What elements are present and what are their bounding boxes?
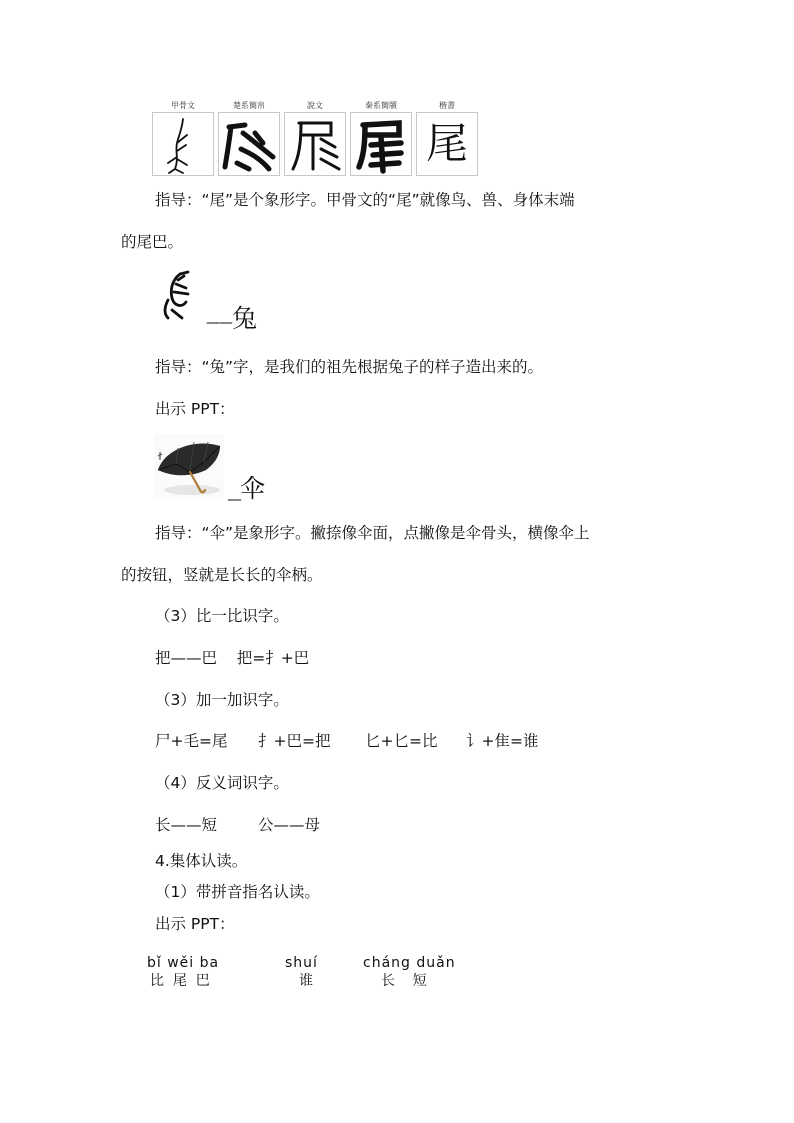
show-ppt-1: 出示 PPT：: [155, 400, 235, 418]
script-evolution-strip: [152, 100, 476, 176]
pinyin-word-changduan: cháng duǎn: [363, 955, 456, 971]
script-label: 甲骨文: [171, 101, 195, 110]
script-label: 楚系簡帛: [233, 101, 265, 110]
hanzi-word-shui: 谁: [299, 973, 313, 989]
wei-guide-line-1: 指导：“尾”是个象形字。甲骨文的“尾”就像鸟、兽、身体末端: [155, 191, 575, 209]
script-cell-oracle: [152, 100, 214, 176]
antonym-item: 长——短: [155, 816, 218, 834]
rabbit-ancient-glyph: [158, 270, 194, 322]
san-dash: __: [228, 485, 240, 501]
rabbit-glyph-drawing: [158, 270, 194, 322]
section-4-sub: （1）带拼音指名认读。: [155, 883, 320, 901]
chu-bamboo-glyph: [218, 112, 280, 176]
script-cell-kaishu: [416, 100, 478, 176]
compare-heading: （3）比一比识字。: [155, 607, 289, 625]
script-cell-qin: [350, 100, 412, 176]
oracle-bone-glyph: [152, 112, 214, 176]
wei-guide-line-2: 的尾巴。: [121, 233, 184, 251]
kaishu-glyph: 尾: [425, 119, 468, 168]
tu-dash: ——: [206, 315, 232, 331]
script-label: 說文: [307, 101, 323, 110]
san-guide-line-1: 指导：“伞”是象形字。撇捺像伞面，点撇像是伞骨头，横像伞上: [155, 524, 590, 542]
script-label: 楷書: [439, 101, 455, 110]
kaishu-glyph-box: [416, 112, 478, 176]
umbrella-icon: [154, 434, 224, 500]
script-cell-chu: [218, 100, 280, 176]
tu-char: 兔: [232, 304, 258, 333]
umbrella-image: [154, 434, 224, 500]
shuowen-glyph: [284, 112, 346, 176]
pinyin-word-biweiba: bǐ wěi ba: [147, 955, 220, 971]
qin-tail-drawing: [351, 113, 411, 175]
add-heading: （3）加一加识字。: [155, 691, 289, 709]
san-char: 伞: [240, 474, 266, 503]
hanzi-word-biweiba: 比 尾 巴: [150, 973, 210, 989]
antonym-item: 公——母: [258, 816, 321, 834]
oracle-bone-tail-drawing: [153, 113, 213, 175]
san-guide-line-2: 的按钮，竖就是长长的伞柄。: [121, 566, 323, 584]
pinyin-word-shui: shuí: [285, 955, 318, 971]
qin-bamboo-glyph: [350, 112, 412, 176]
tu-guide: 指导：“兔”字，是我们的祖先根据兔子的样子造出来的。: [155, 358, 544, 376]
shuowen-tail-drawing: [285, 113, 345, 175]
section-4-heading: 4.集体认读。: [155, 852, 248, 870]
compare-line: 把——巴 把=扌+巴: [155, 649, 310, 667]
chu-tail-drawing: [219, 113, 279, 175]
script-label: 秦系簡牘: [365, 101, 397, 110]
add-item: 尸+毛=尾: [155, 732, 228, 750]
hanzi-word-changduan: 长 短: [381, 973, 427, 989]
script-cell-shuowen: [284, 100, 346, 176]
add-item: 扌+巴=把: [258, 732, 331, 750]
show-ppt-2: 出示 PPT：: [155, 915, 235, 933]
add-item: 匕+匕=比: [365, 732, 438, 750]
antonym-heading: （4）反义词识字。: [155, 774, 289, 792]
add-item: 讠+隹=谁: [466, 732, 539, 750]
san-label: [228, 474, 265, 504]
tu-label: [206, 304, 257, 334]
